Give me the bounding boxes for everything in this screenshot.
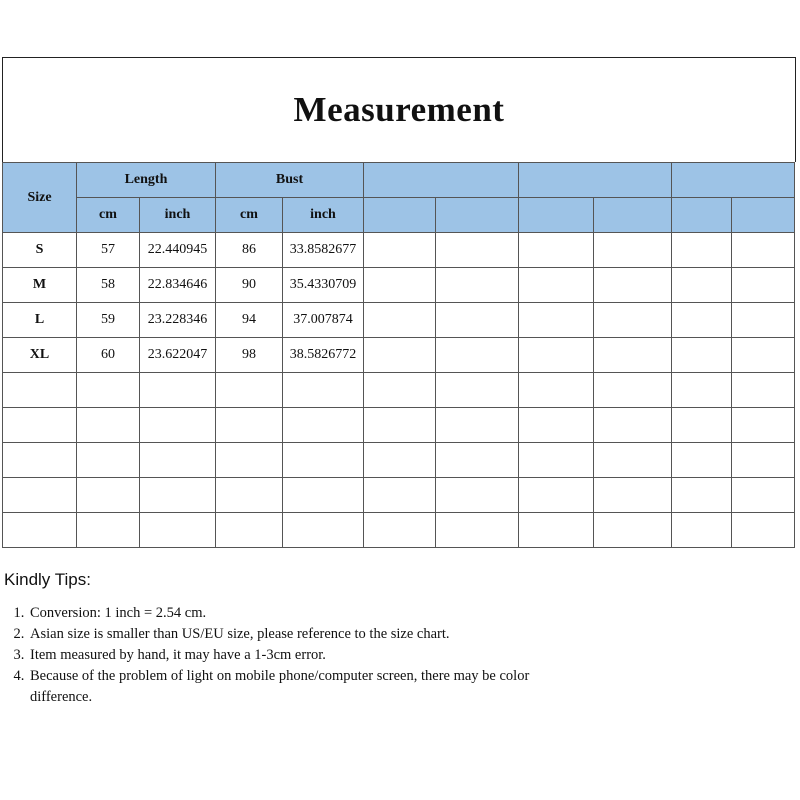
length-cm-cell: 58 xyxy=(77,268,140,303)
table-row xyxy=(3,233,795,268)
bust-cm-cell: 98 xyxy=(216,338,283,373)
bust-inch-cell: 33.8582677 xyxy=(283,233,364,268)
title-box xyxy=(2,57,796,162)
length-inch-cell: 22.834646 xyxy=(140,268,216,303)
tip-item: 4. Because of the problem of light on mobile phone/computer screen, there may be color difference. xyxy=(28,666,595,708)
size-cell: L xyxy=(3,303,77,338)
size-table xyxy=(2,162,795,548)
empty-subheader xyxy=(672,198,732,233)
bust-cm-cell: 86 xyxy=(216,233,283,268)
empty-row xyxy=(3,373,795,408)
empty-subheader xyxy=(594,198,672,233)
bust-header: Bust xyxy=(216,163,364,198)
empty-header xyxy=(672,163,795,198)
tips-list xyxy=(4,603,784,708)
length-inch-cell: 23.622047 xyxy=(140,338,216,373)
bust-inch-header: inch xyxy=(283,198,364,233)
empty-row xyxy=(3,478,795,513)
size-cell: XL xyxy=(3,338,77,373)
tip-item: 2. Asian size is smaller than US/EU size, please reference to the size chart. xyxy=(28,624,784,645)
bust-inch-cell: 38.5826772 xyxy=(283,338,364,373)
length-cm-header: cm xyxy=(77,198,140,233)
tip-item: 1. Conversion: 1 inch = 2.54 cm. xyxy=(28,603,784,624)
tip-item: 3. Item measured by hand, it may have a 1-3cm error. xyxy=(28,645,784,666)
length-cm-cell: 60 xyxy=(77,338,140,373)
page-title: Measurement xyxy=(293,90,505,129)
bust-inch-cell: 35.4330709 xyxy=(283,268,364,303)
table-row xyxy=(3,303,795,338)
length-inch-cell: 23.228346 xyxy=(140,303,216,338)
empty-header xyxy=(519,163,672,198)
bust-cm-cell: 90 xyxy=(216,268,283,303)
empty-row xyxy=(3,513,795,548)
empty-row xyxy=(3,443,795,478)
kindly-tips xyxy=(4,570,784,708)
table-row xyxy=(3,338,795,373)
empty-header xyxy=(364,163,519,198)
length-cm-cell: 57 xyxy=(77,233,140,268)
empty-subheader xyxy=(519,198,594,233)
length-header: Length xyxy=(77,163,216,198)
size-cell: M xyxy=(3,268,77,303)
size-cell: S xyxy=(3,233,77,268)
bust-cm-cell: 94 xyxy=(216,303,283,338)
length-inch-cell: 22.440945 xyxy=(140,233,216,268)
empty-subheader xyxy=(364,198,436,233)
empty-subheader xyxy=(436,198,519,233)
bust-inch-cell: 37.007874 xyxy=(283,303,364,338)
tips-heading: Kindly Tips: xyxy=(4,570,91,589)
empty-row xyxy=(3,408,795,443)
bust-cm-header: cm xyxy=(216,198,283,233)
size-header: Size xyxy=(3,163,77,233)
table-row xyxy=(3,268,795,303)
length-cm-cell: 59 xyxy=(77,303,140,338)
length-inch-header: inch xyxy=(140,198,216,233)
empty-subheader xyxy=(732,198,795,233)
